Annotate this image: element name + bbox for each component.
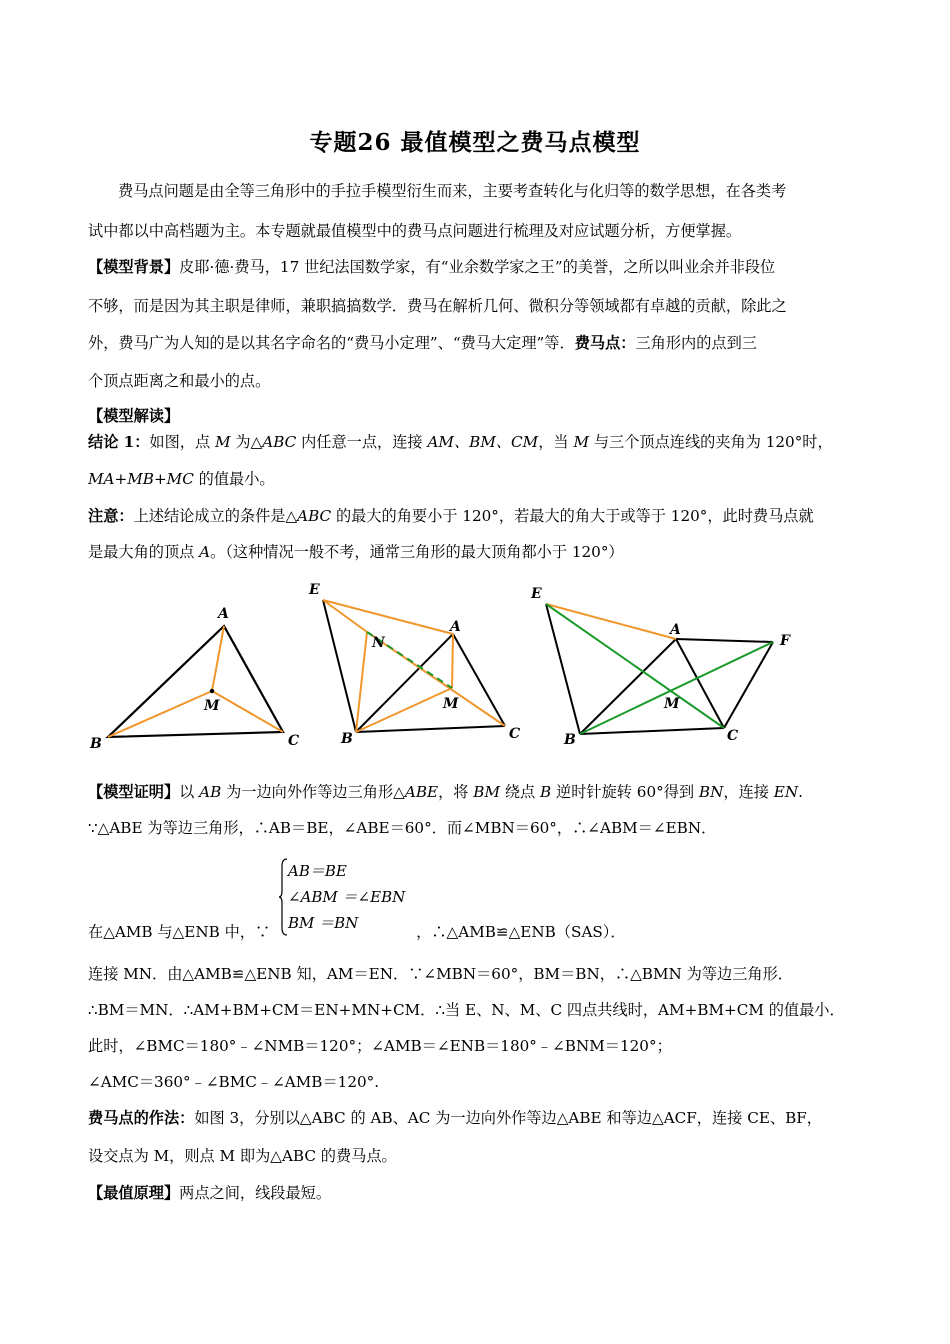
fig3-segment-ea	[546, 604, 676, 639]
fig2-segment-am	[452, 634, 453, 688]
figure-2	[308, 582, 520, 747]
fig3-label-b: B	[564, 732, 576, 748]
background-text-3a: 外，费马广为人知的是以其名字命名的“费马小定理”、“费马大定理”等．	[88, 334, 575, 352]
proof-ab: AB	[199, 783, 222, 801]
fig1-label-m: M	[204, 698, 220, 714]
note-text-a: 上述结论成立的条件是△	[133, 507, 298, 525]
fig3-label-c: C	[727, 728, 739, 744]
fig3-segment-ba	[580, 639, 676, 734]
c1-segments: AM、BM、CM	[427, 433, 539, 451]
note-triangle: ABC	[297, 507, 332, 525]
background-line-3	[88, 333, 878, 353]
background-text-1: 皮耶·德·费马，17 世纪法国数学家，有“业余数学家之王”的美誉，之所以叫业余并非段位	[179, 258, 776, 276]
c1-text-e: ，当	[538, 433, 574, 451]
proof-t7: .	[798, 783, 803, 801]
note-label: 注意：	[88, 507, 134, 525]
fig1-label-c: C	[288, 733, 300, 749]
conclusion-label: 结论 1：	[88, 433, 150, 451]
fig3-label-e: E	[531, 586, 542, 602]
system-row-2: ∠ABM ＝∠EBN	[288, 888, 406, 906]
conclusion-line-2	[88, 469, 878, 489]
figure-3	[530, 586, 791, 748]
proof-b: B	[540, 783, 552, 801]
fig3-segment-af	[676, 639, 773, 642]
proof-t4: 绕点	[500, 783, 541, 801]
note-text-d: 。（这种情况一般不考，通常三角形的最大顶角都小于 120°）	[210, 543, 624, 561]
c1-text-a: 如图，点	[149, 433, 215, 451]
system-row-1: AB＝BE	[288, 862, 347, 880]
c1-text-g: 的值最小。	[193, 470, 275, 488]
fig3-segment-bc	[580, 728, 724, 734]
note-point-a: A	[199, 543, 211, 561]
method-text-1: 如图 3，分别以△ABC 的 AB、AC 为一边向外作等边△ABE 和等边△ACF，连接 CE、BF，	[194, 1109, 822, 1127]
proof-en: EN	[773, 783, 799, 801]
system-row-3: BM ＝BN	[288, 914, 359, 932]
proof-abe: ABE	[404, 783, 439, 801]
proof-line-4: 连接 MN．由△AMB≌△ENB 知，AM＝EN．∵∠MBN＝60°，BM＝BN，∴△BMN 为等边三角形．	[88, 965, 793, 983]
background-line-2: 不够，而是因为其主职是律师，兼职搞搞数学．费马在解析几何、微积分等领域都有卓越的贡献，除此之	[88, 297, 787, 315]
proof-t2: 为一边向外作等边三角形△	[221, 783, 405, 801]
principle-line	[88, 1183, 878, 1203]
interpret-heading: 【模型解读】	[88, 407, 180, 425]
fig3-segment-bf	[580, 642, 773, 734]
note-line-2	[88, 542, 878, 562]
method-label: 费马点的作法：	[88, 1109, 195, 1127]
fig2-segment-ab	[356, 634, 453, 732]
fig2-segment-mb	[356, 688, 452, 732]
figure-1	[89, 606, 299, 752]
fig2-segment-nb	[356, 632, 367, 732]
background-heading: 【模型背景】	[88, 258, 180, 276]
proof-bm: BM	[473, 783, 500, 801]
geometry-figures	[80, 576, 880, 752]
proof-line-2: ∵△ABE 为等边三角形，∴AB＝BE，∠ABE＝60°．而∠MBN＝60°，∴∠ABM＝∠EBN．	[88, 819, 717, 837]
proof-t6: ，连接	[723, 783, 774, 801]
proof-line-1	[88, 782, 878, 802]
c1-text-f: 与三个顶点连线的夹角为 120°时，	[589, 433, 833, 451]
intro-line-1: 费马点问题是由全等三角形中的手拉手模型衍生而来，主要考查转化与化归等的数学思想，在各类考	[118, 182, 787, 200]
fig1-label-a: A	[218, 606, 229, 622]
c1-point-m-2: M	[573, 433, 589, 451]
fig3-segment-cf	[724, 642, 773, 728]
c1-triangle: ABC	[262, 433, 297, 451]
background-text-3c: 三角形内的点到三	[635, 334, 757, 352]
fig3-segment-ac	[676, 639, 724, 728]
fig2-label-b: B	[341, 731, 353, 747]
fig1-label-b: B	[90, 736, 102, 752]
proof-l3-b: ，∴△AMB≌△ENB（SAS）．	[416, 923, 626, 941]
fig2-label-n: N	[372, 635, 385, 651]
c1-text-b: 为△	[230, 433, 263, 451]
method-line-2: 设交点为 M，则点 M 即为△ABC 的费马点。	[88, 1147, 397, 1165]
fig3-label-m: M	[664, 696, 680, 712]
fig2-label-m: M	[443, 696, 459, 712]
proof-bn: BN	[698, 783, 724, 801]
note-text-c: 是最大角的顶点	[88, 543, 200, 561]
page-title: 专题26 最值模型之费马点模型	[309, 129, 641, 156]
intro-line-2: 试中都以中高档题为主。本专题就最值模型中的费马点问题进行梳理及对应试题分析，方便掌握。	[88, 222, 742, 240]
fig1-point-m	[210, 689, 214, 693]
fig1-triangle-abc	[108, 626, 283, 737]
proof-line-6: 此时，∠BMC＝180°﹣∠NMB＝120°；∠AMB＝∠ENB＝180°﹣∠BNM＝120°；	[88, 1037, 672, 1055]
fig2-segment-bc	[356, 726, 505, 732]
fig2-label-c: C	[509, 726, 521, 742]
note-line-1	[88, 506, 878, 526]
background-line-4: 个顶点距离之和最小的点。	[88, 372, 271, 390]
c1-point-m: M	[215, 433, 231, 451]
background-line-1	[88, 257, 878, 277]
fig3-label-a: A	[670, 622, 681, 638]
proof-heading: 【模型证明】	[88, 783, 180, 801]
proof-line-5: ∴BM＝MN．∴AM+BM+CM＝EN+MN+CM．∴当 E、N、M、C 四点共线时，AM+BM+CM 的值最小．	[88, 1001, 845, 1019]
method-line-1	[88, 1108, 878, 1128]
fig2-segment-ac	[453, 634, 505, 726]
fig2-label-a: A	[450, 619, 461, 635]
fig2-segment-ea	[323, 600, 453, 634]
principle-heading: 【最值原理】	[88, 1184, 180, 1202]
fig1-segment-bm	[108, 691, 212, 737]
note-text-b: 的最大的角要小于 120°，若最大的角大于或等于 120°，此时费马点就	[331, 507, 814, 525]
proof-line-7: ∠AMC＝360°﹣∠BMC﹣∠AMB＝120°.	[88, 1073, 380, 1091]
fig2-label-e: E	[309, 582, 320, 598]
fermat-point-label: 费马点：	[574, 334, 636, 352]
c1-text-c: 内任意一点，连接	[296, 433, 428, 451]
c1-sum: MA+MB+MC	[88, 470, 194, 488]
proof-t1: 以	[179, 783, 200, 801]
fig3-label-f: F	[780, 633, 790, 649]
principle-text: 两点之间，线段最短。	[179, 1184, 331, 1202]
conclusion-line-1	[88, 432, 878, 452]
proof-t5: 逆时针旋转 60°得到	[551, 783, 699, 801]
proof-l3-a: 在△AMB 与△ENB 中，∵	[88, 923, 271, 941]
proof-line-3	[88, 922, 878, 942]
proof-t3: ，将	[438, 783, 474, 801]
